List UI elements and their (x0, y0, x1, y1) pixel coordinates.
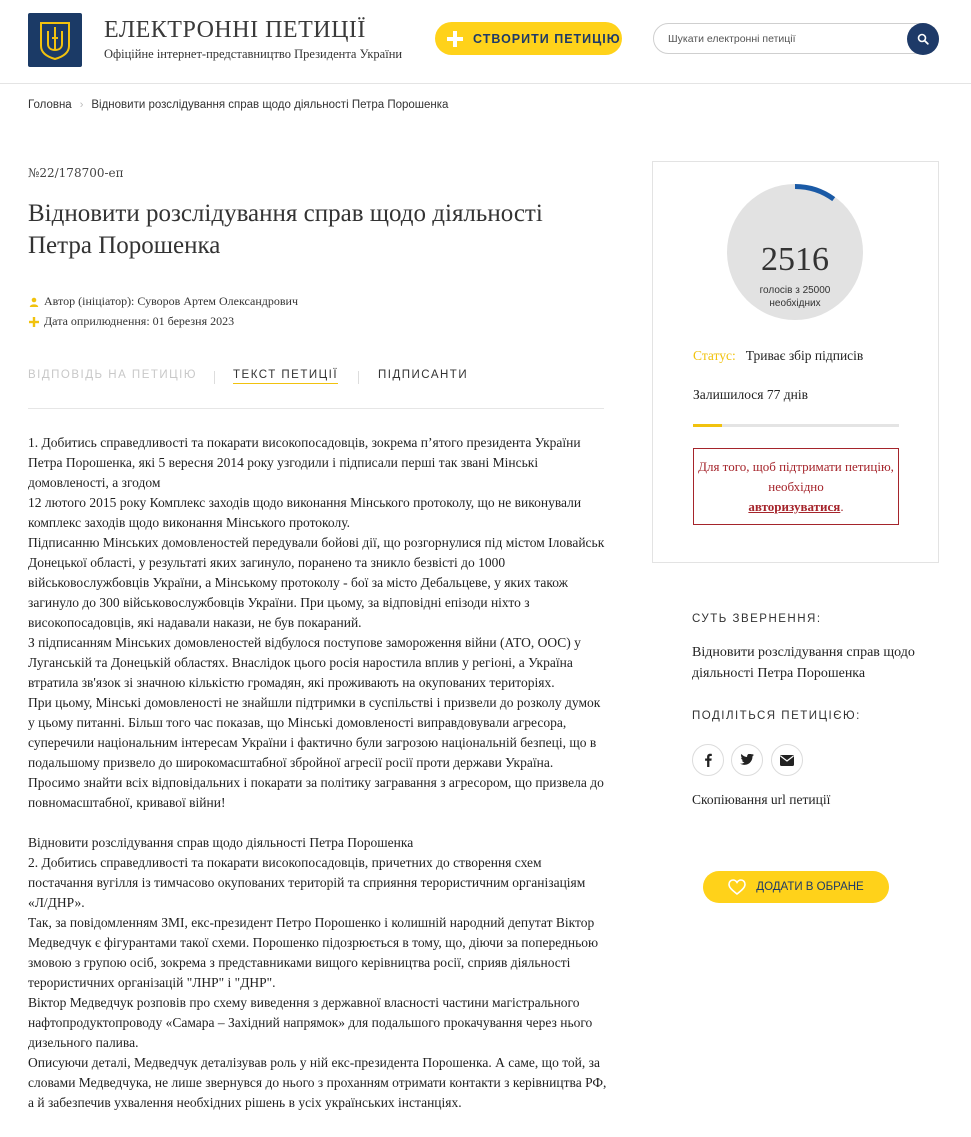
petition-paragraph: Віктор Медведчук розповів про схему виведення з державної власності частини магістрального нафтопродуктопроводу «Самара – Західний напрямок» для подальшого прокачування через нього дизельного палива. (28, 995, 593, 1050)
petition-tabs (28, 369, 604, 409)
breadcrumb-home[interactable]: Головна (28, 99, 72, 111)
petition-paragraph: Просимо знайти всіх відповідальних і покарати за політику загравання з агресором, що призвела до повномасштабної, кривавої війни! (28, 775, 604, 810)
breadcrumb-current: Відновити розслідування справ щодо діяльності Петра Порошенка (91, 99, 449, 111)
copy-url-link[interactable]: Скопіювання url петиції (692, 792, 831, 807)
petition-paragraph: З підписанням Мінських домовленостей відбулося поступове замороження війни (АТО, ООС) у Луганській та Донецькій областях. Внаслідок цього росія наростила вплив у регіоні, а Україна втратила зв'язок зі значною кількістю громадян, які проживають на окупованих територіях. (28, 635, 581, 690)
petition-paragraph: 1. Добитись справедливості та покарати високопосадовців, зокрема п’ятого президента України Петра Порошенка, які 5 вересня 2014 року узгодили і підписали перші так звані Мінські домовленості, а згодом (28, 435, 581, 490)
votes-gauge (727, 184, 863, 320)
petition-number: №22/178700-еп (28, 166, 124, 180)
status-value: Триває збір підписів (745, 348, 864, 363)
votes-needed: голосів з 25000 необхідних (759, 285, 831, 309)
add-to-favorites-button[interactable] (703, 871, 889, 903)
petition-paragraph: При цьому, Мінські домовленості не знайшли підтримки в суспільстві і призвели до розколу думок у цьому питанні. Більш того час показав, що Мінські домовленості виправдовували агресора, суперечили національним інтересам України і фактично були загрозою національній безпеці, що в подальшому призвело до широкомасштабної збройної агресії росії проти держави Україна. (28, 695, 601, 770)
twitter-icon (740, 754, 754, 766)
petition-paragraph: Відновити розслідування справ щодо діяльності Петра Порошенка (28, 835, 414, 850)
petition-text (28, 433, 608, 1113)
votes-count: 2516 (761, 241, 829, 278)
create-petition-button[interactable] (435, 22, 622, 55)
breadcrumb-separator-icon: › (79, 99, 84, 111)
email-icon (780, 755, 794, 766)
auth-text: Для того, щоб підтримати петицію, необхідно (698, 459, 894, 494)
heart-icon (728, 879, 746, 895)
auth-notice (693, 448, 899, 525)
status-row (693, 348, 863, 364)
petition-paragraph: Підписанню Мінських домовленостей передували бойові дії, що розгорнулися під містом Іловайськ Донецької області, у результаті яких загинуло, поранено та зникло безвісті до 1000 військовослужбовців України, а Мінському протоколу - бої за місто Дебальцеве, у яких також загинуло до 300 військовослужбовців України. При цьому, за відповідні епізоди ніхто з високопосадовців, які надавали накази, не був покараний. (28, 535, 605, 630)
share-heading: ПОДІЛІТЬСЯ ПЕТИЦІЄЮ: (692, 710, 861, 722)
share-facebook-button[interactable] (692, 744, 724, 776)
user-icon (28, 297, 40, 307)
petition-stats-card (652, 161, 939, 563)
site-header (0, 0, 971, 84)
tab-answer[interactable]: ВІДПОВІДЬ НА ПЕТИЦІЮ (28, 369, 197, 381)
plus-small-icon (28, 317, 40, 327)
petition-date (28, 314, 234, 329)
search-box (653, 23, 939, 54)
petition-paragraph: 12 лютого 2015 року Комплекс заходів щодо виконання Мінського протоколу, що не виконували комплекс заходів щодо виконання Мінського протоколу. (28, 495, 582, 530)
search-input[interactable] (668, 31, 888, 47)
status-label: Статус: (693, 348, 736, 363)
share-email-button[interactable] (771, 744, 803, 776)
petition-paragraph (28, 813, 608, 833)
site-title[interactable]: ЕЛЕКТРОННІ ПЕТИЦІЇ (104, 17, 366, 43)
time-progress-bar (693, 424, 899, 427)
petition-paragraph: Так, за повідомленням ЗМІ, екс-президент Петро Порошенко і колишній народний депутат Віктор Медведчук є фігурантами такої схеми. Порошенко підозрюється в тому, що, діючи за попередньою змовою з групою осіб, зокрема з представниками вищого керівництва росії, сприяв діяльності терористичних організацій "ЛНР" і "ДНР". (28, 915, 599, 990)
days-left: Залишилося 77 днів (693, 387, 808, 402)
petition-date-text: Дата оприлюднення: 01 березня 2023 (44, 314, 235, 328)
auth-text-end: . (840, 499, 844, 514)
facebook-icon (702, 753, 714, 767)
petition-paragraph: 2. Добитись справедливості та покарати високопосадовців, причетних до створення схем постачання вугілля із тимчасово окупованих територій та сприяння терористичним організаціям «Л/ДНР». (28, 855, 586, 910)
coat-of-arms-logo[interactable] (28, 13, 82, 67)
add-to-favorites-label: ДОДАТИ В ОБРАНЕ (756, 881, 864, 893)
search-button[interactable] (907, 23, 939, 55)
share-twitter-button[interactable] (731, 744, 763, 776)
tab-signers[interactable]: ПІДПИСАНТИ (378, 369, 469, 381)
petition-paragraph: Описуючи деталі, Медведчук деталізував роль у ній екс-президента Порошенка. А саме, що той, за словами Медведчука, не лише звернувся до нього з проханням отримати контакти з керівництва РФ, а й забезпечив ухвалення необхідних рішень в усіх українських інстанціях. (28, 1055, 607, 1110)
tab-divider (214, 371, 215, 384)
search-icon (917, 33, 929, 45)
site-subtitle: Офіційне інтернет-представництво Президента України (104, 47, 403, 61)
trident-icon (38, 20, 72, 60)
petition-author (28, 294, 298, 309)
breadcrumb (28, 99, 448, 111)
tab-text[interactable]: ТЕКСТ ПЕТИЦІЇ (233, 369, 338, 384)
tab-divider (358, 371, 359, 384)
essence-text: Відновити розслідування справ щодо діяльності Петра Порошенка (692, 645, 915, 681)
petition-title: Відновити розслідування справ щодо діяльності Петра Порошенка (28, 200, 543, 259)
plus-icon (447, 31, 463, 47)
auth-link[interactable]: авторизуватися (748, 499, 841, 514)
petition-author-text: Автор (ініціатор): Суворов Артем Олександрович (44, 294, 298, 308)
essence-heading: СУТЬ ЗВЕРНЕННЯ: (692, 613, 822, 625)
create-petition-label: СТВОРИТИ ПЕТИЦІЮ (473, 31, 621, 46)
time-progress-fill (693, 424, 722, 427)
